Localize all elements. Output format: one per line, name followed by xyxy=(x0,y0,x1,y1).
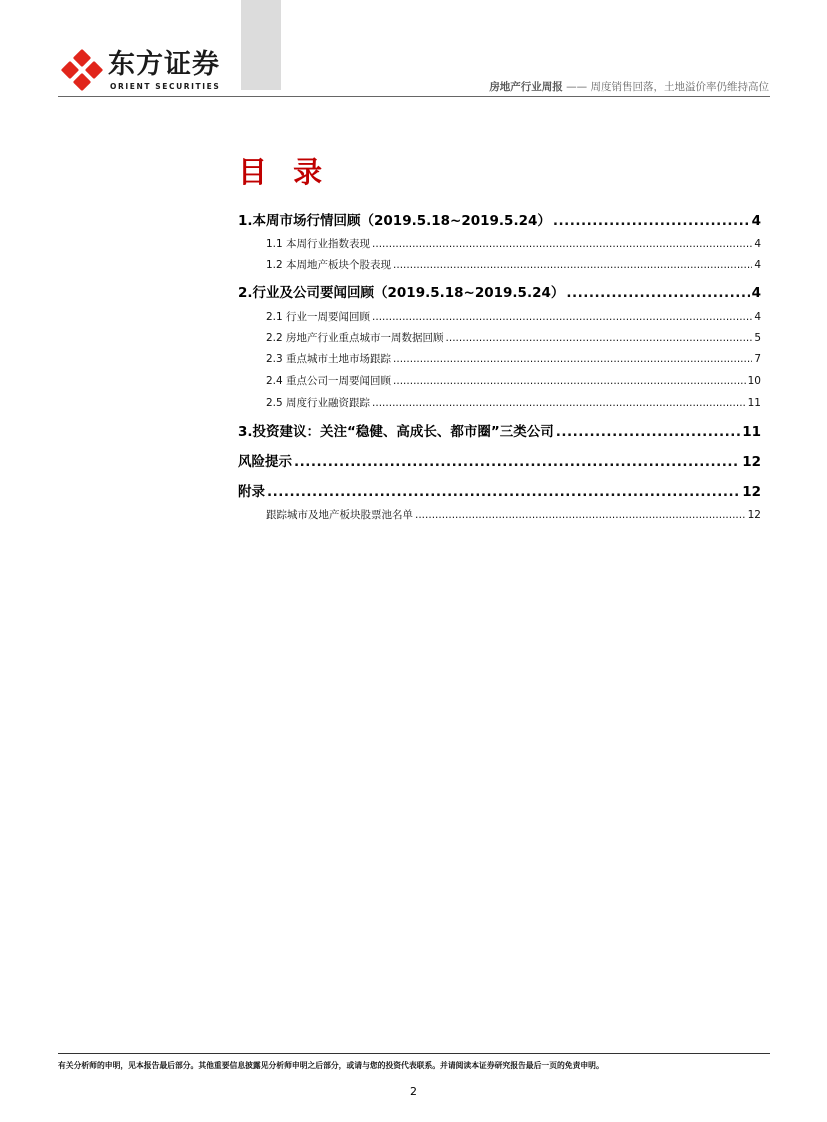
toc-leader-dots xyxy=(556,423,740,441)
toc-leader-dots xyxy=(372,396,746,410)
toc-entry-page: 4 xyxy=(754,238,761,250)
toc-entry-label: 跟踪城市及地产板块股票池名单 xyxy=(266,509,413,521)
toc-leader-dots xyxy=(372,237,752,251)
toc-entry-label: 2.4 重点公司一周要闻回顾 xyxy=(266,375,392,387)
report-title: 周度销售回落，土地溢价率仍维持高位 xyxy=(590,81,769,93)
toc-entry-label: 3.投资建议：关注“稳健、高成长、都市圈”三类公司 xyxy=(238,424,554,440)
toc-entry-page: 4 xyxy=(754,259,761,271)
toc-entry-page: 12 xyxy=(742,484,761,500)
toc-entry-page: 7 xyxy=(754,353,761,365)
toc-entry-2-5[interactable] xyxy=(266,396,761,410)
toc-entry-page: 11 xyxy=(747,397,761,409)
toc-entry-2-3[interactable] xyxy=(266,352,761,366)
header-divider xyxy=(58,96,770,97)
report-header xyxy=(489,81,769,93)
toc-entry-label: 2.3 重点城市土地市场跟踪 xyxy=(266,353,392,365)
toc-leader-dots xyxy=(372,310,752,324)
report-type: 房地产行业周报 xyxy=(489,81,563,93)
footer-divider xyxy=(58,1053,770,1054)
toc-entry-1[interactable] xyxy=(238,212,761,230)
toc-entry-3[interactable] xyxy=(238,423,761,441)
toc-entry-risk[interactable] xyxy=(238,453,761,471)
toc-entry-label: 风险提示 xyxy=(238,454,292,470)
toc-entry-label: 2.行业及公司要闻回顾（2019.5.18~2019.5.24） xyxy=(238,285,565,301)
toc-leader-dots xyxy=(393,374,746,388)
toc-leader-dots xyxy=(566,284,749,302)
toc-leader-dots xyxy=(294,453,740,471)
toc-entry-label: 1.2 本周地产板块个股表现 xyxy=(266,259,392,271)
toc-entry-page: 12 xyxy=(742,454,761,470)
toc-entry-label: 2.1 行业一周要闻回顾 xyxy=(266,311,371,323)
toc-leader-dots xyxy=(446,331,753,345)
toc-title: 目 录 xyxy=(238,155,331,189)
toc-entry-label: 2.5 周度行业融资跟踪 xyxy=(266,397,371,409)
brand-name-en: ORIENT SECURITIES xyxy=(110,82,221,91)
toc-entry-appendix[interactable] xyxy=(238,483,761,501)
toc-entry-2-4[interactable] xyxy=(266,374,761,388)
toc-entry-label: 2.2 房地产行业重点城市一周数据回顾 xyxy=(266,332,444,344)
toc-leader-dots xyxy=(267,483,740,501)
toc-leader-dots xyxy=(415,508,746,522)
toc-entry-1-2[interactable] xyxy=(266,258,761,272)
toc-entry-2[interactable] xyxy=(238,284,761,302)
toc-entry-page: 4 xyxy=(754,311,761,323)
toc-entry-1-1[interactable] xyxy=(266,237,761,251)
toc-leader-dots xyxy=(553,212,750,230)
toc-entry-page: 12 xyxy=(747,509,761,521)
orient-securities-logo-icon xyxy=(58,46,106,94)
toc-entry-page: 4 xyxy=(751,213,761,229)
footer-disclaimer: 有关分析师的申明，见本报告最后部分。其他重要信息披露见分析师申明之后部分，或请与您的投资代表联系。并请阅读本证券研究报告最后一页的免责申明。 xyxy=(58,1061,604,1070)
toc-entry-page: 5 xyxy=(754,332,761,344)
toc-entry-label: 1.1 本周行业指数表现 xyxy=(266,238,371,250)
toc-leader-dots xyxy=(393,258,752,272)
toc-entry-appendix-1[interactable] xyxy=(266,508,761,522)
toc-entry-page: 11 xyxy=(742,424,761,440)
toc-entry-label: 附录 xyxy=(238,484,265,500)
page-number: 2 xyxy=(410,1085,417,1098)
header-separator: —— xyxy=(566,81,588,93)
company-logo xyxy=(58,46,228,94)
toc-entry-2-2[interactable] xyxy=(266,331,761,345)
toc-leader-dots xyxy=(393,352,752,366)
toc-entry-label: 1.本周市场行情回顾（2019.5.18~2019.5.24） xyxy=(238,213,551,229)
toc-entry-page: 4 xyxy=(751,285,761,301)
brand-name-cn: 东方证券 xyxy=(108,49,220,80)
header-gray-block xyxy=(241,0,281,90)
toc-entry-page: 10 xyxy=(747,375,761,387)
toc-entry-2-1[interactable] xyxy=(266,310,761,324)
